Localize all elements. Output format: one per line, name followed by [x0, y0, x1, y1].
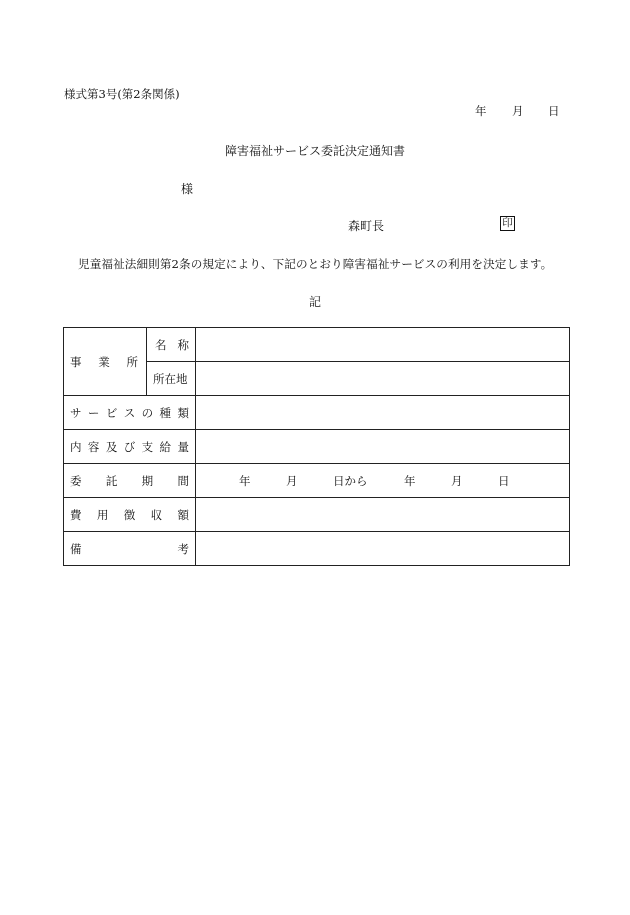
details-table: [63, 327, 570, 566]
row-service-type: [64, 396, 570, 430]
label-office-name: 名 称: [147, 328, 196, 362]
row-remarks: [64, 532, 570, 566]
date-day: 日: [548, 104, 560, 118]
date-month: 月: [512, 104, 524, 118]
addressee-suffix: 様: [181, 182, 194, 196]
label-service-type: サ ー ビ ス の 種 類: [64, 396, 196, 430]
issuer-name: 森町長: [348, 219, 385, 233]
row-office-name: [64, 328, 570, 362]
label-fee: 費 用 徴 収 額: [64, 498, 196, 532]
label-remarks: 備 考: [64, 532, 196, 566]
notice-body: 児童福祉法細則第2条の規定により、下記のとおり障害福祉サービスの利用を決定します。: [78, 257, 553, 271]
value-office-address: [196, 362, 570, 396]
label-content-amount: 内 容 及 び 支 給 量: [64, 430, 196, 464]
seal-mark: 印: [500, 216, 515, 231]
value-remarks: [196, 532, 570, 566]
value-office-name: [196, 328, 570, 362]
label-office: 事 業 所: [64, 328, 147, 396]
row-period: [64, 464, 570, 498]
form-number: 様式第3号(第2条関係): [64, 87, 180, 101]
issue-date: [475, 103, 560, 119]
label-office-address: 所在地: [147, 362, 196, 396]
label-period: 委 託 期 間: [64, 464, 196, 498]
value-fee: [196, 498, 570, 532]
date-year: 年: [475, 104, 487, 118]
record-heading: 記: [308, 295, 321, 309]
value-period: 年 月 日から 年 月 日: [196, 464, 570, 498]
document-title: 障害福祉サービス委託決定通知書: [224, 144, 405, 158]
row-content-amount: [64, 430, 570, 464]
row-fee: [64, 498, 570, 532]
value-content-amount: [196, 430, 570, 464]
value-service-type: [196, 396, 570, 430]
